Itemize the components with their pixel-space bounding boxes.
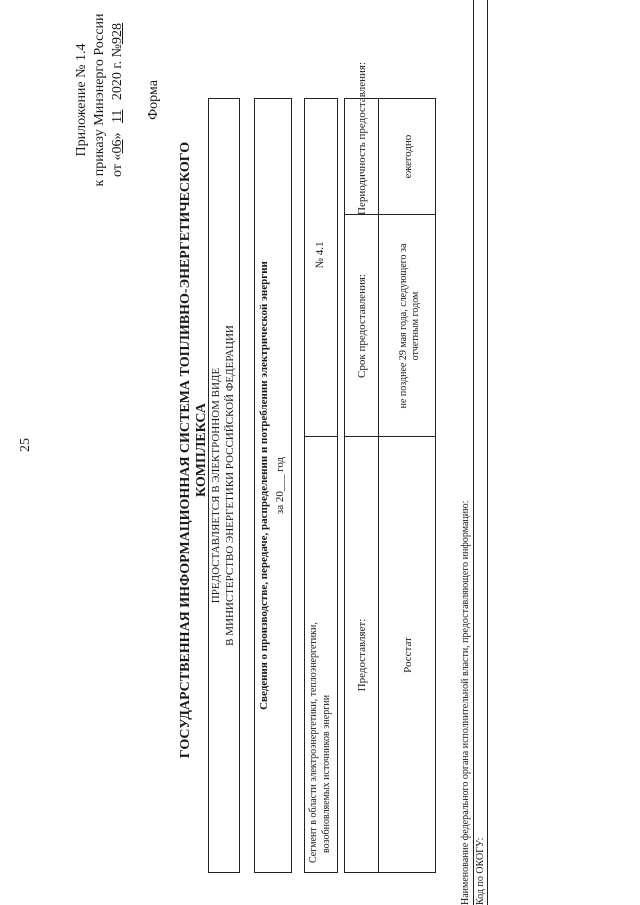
okogu-label: Код по ОКОГУ: [475,837,486,905]
page-number: 25 [18,438,33,452]
okogu-underline [487,0,488,905]
electronic-notice-line2: В МИНИСТЕРСТВО ЭНЕРГЕТИКИ РОССИЙСКОЙ ФЕДЕРАЦИИ [224,325,236,646]
appendix-date-line [110,0,126,205]
appendix-order: к приказу Минэнерго России [92,13,107,187]
header-frequency: Периодичность предоставления: [356,61,368,215]
order-number: 928 [110,23,125,45]
number-prefix: г. № [110,44,125,69]
date-prefix: от « [110,153,125,177]
report-title-line1: Сведения о производстве, передаче, распределении и потреблении электрической энергии [258,261,270,710]
value-frequency: ежегодно [402,134,414,179]
form-number: № 4.1 [314,241,326,269]
segment-line1: Сегмент в области электроэнергетики, теплоэнергетики, [308,622,319,863]
appendix-number: Приложение № 1.4 [74,43,89,157]
org-name-underline [473,0,474,905]
date-mid: » [110,132,125,140]
header-deadline: Срок предоставления: [356,274,368,378]
main-title: ГОСУДАРСТВЕННАЯ ИНФОРМАЦИОННАЯ СИСТЕМА ТОПЛИВНО-ЭНЕРГЕТИЧЕСКОГО КОМПЛЕКСА [178,141,209,759]
electronic-notice-line1: ПРЕДОСТАВЛЯЕТСЯ В ЭЛЕКТРОННОМ ВИДЕ [210,367,222,604]
date-day: 06 [110,139,125,154]
date-year: 2020 [110,72,125,101]
segment-line2: возобновляемых источников энергии [321,694,332,853]
value-deadline: не позднее 29 мая года, следующего за отчетным годом [398,243,421,409]
org-name-label: Наименование федерального органа исполнительной власти, предоставляющего информацию: [460,500,471,905]
report-title-line2: за 20___ год [274,456,286,515]
value-provider: Росстат [402,637,414,673]
segment-divider [304,436,338,437]
date-month: 11 [110,109,125,124]
header-provider: Предоставляет: [356,618,368,692]
form-label: Форма [146,80,161,120]
